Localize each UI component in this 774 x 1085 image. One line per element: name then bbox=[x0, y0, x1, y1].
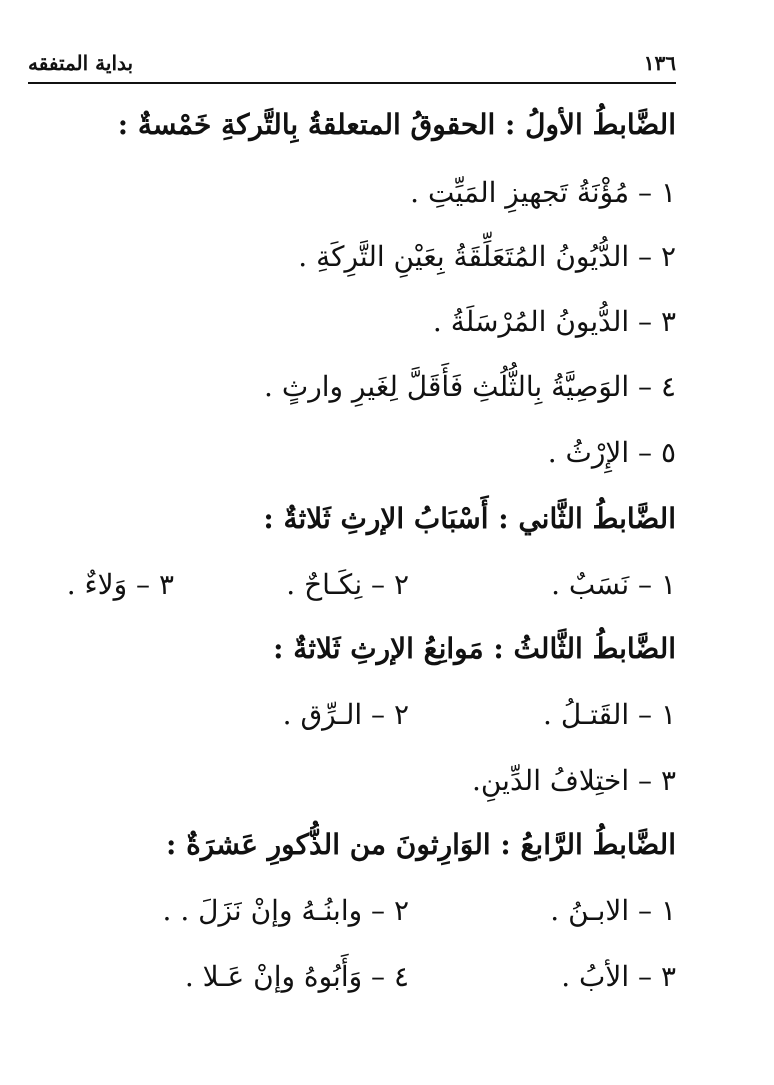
list-item: ٣ – اختِلافُ الدِّينِ. bbox=[471, 764, 676, 797]
list-item: ١ – مُؤْنَةُ تَجهيزِ المَيِّتِ . bbox=[410, 176, 676, 209]
list-item: ٢ – وابنُـهُ وإنْ نَزَلَ . . bbox=[162, 894, 409, 927]
list-item: ٣ – الدُّيونُ المُرْسَلَةُ . bbox=[432, 305, 676, 338]
list-item: ١ – الابـنُ . bbox=[550, 894, 676, 927]
list-item: ١ – القَتـلُ . bbox=[543, 698, 676, 731]
section-heading: الضَّابطُ الثَّالثُ : مَوانِعُ الإرثِ ثَلاثةٌ : bbox=[273, 632, 676, 665]
list-item: ٢ – الـرِّق . bbox=[282, 698, 409, 731]
list-item: ٢ – الدُّيُونُ المُتَعَلِّقَةُ بِعَيْنِ التَّرِكَةِ . bbox=[298, 240, 676, 273]
list-item: ٤ – الوَصِيَّةُ بِالثُّلُثِ فَأَقَلَّ لِغَيرِ وارثٍ . bbox=[264, 370, 676, 403]
header-rule bbox=[28, 82, 676, 84]
section-heading: الضَّابطُ الأولُ : الحقوقُ المتعلقةُ بِالتَّركةِ خَمْسةٌ : bbox=[117, 108, 676, 141]
list-item: ٣ – وَلاءٌ . bbox=[66, 568, 174, 601]
list-item: ٢ – نِكَـاحٌ . bbox=[286, 568, 409, 601]
section-heading: الضَّابطُ الرَّابعُ : الوَارِثونَ من الذُّكورِ عَشرَةٌ : bbox=[166, 828, 676, 861]
list-item: ١ – نَسَبٌ . bbox=[551, 568, 676, 601]
running-title: بداية المتفقه bbox=[28, 51, 134, 75]
list-item: ٤ – وَأَبُوهُ وإنْ عَـلا . bbox=[184, 960, 409, 993]
list-item: ٣ – الأبُ . bbox=[561, 960, 676, 993]
section-heading: الضَّابطُ الثَّاني : أَسْبَابُ الإرثِ ثَلاثةٌ : bbox=[263, 502, 676, 535]
page-number: ١٣٦ bbox=[643, 51, 676, 75]
list-item: ٥ – الإِرْثُ . bbox=[547, 436, 676, 469]
page-header bbox=[28, 46, 676, 80]
